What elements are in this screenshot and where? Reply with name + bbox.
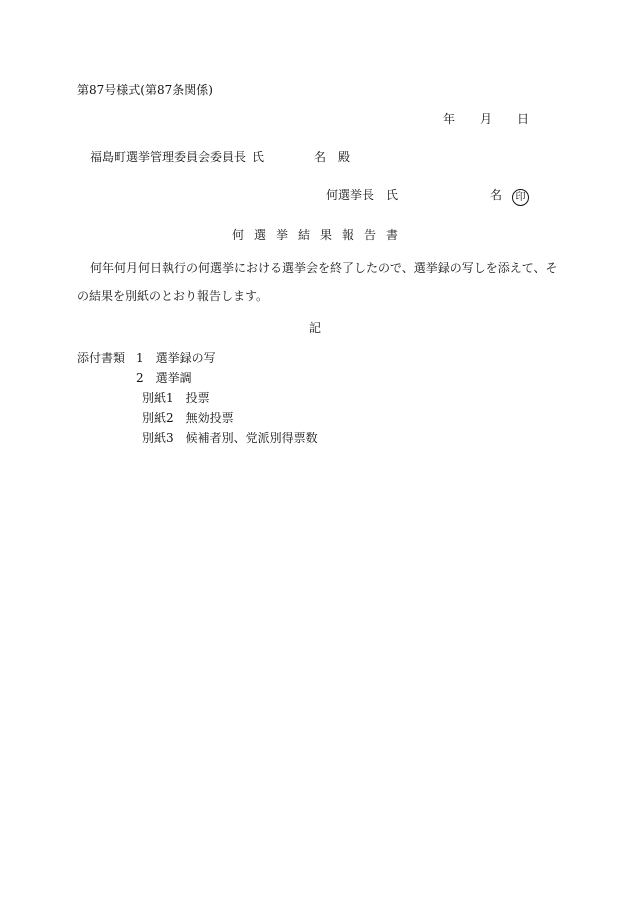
- date-year: 年: [443, 112, 456, 126]
- attachment-subitem-2: 別紙2 無効投票: [142, 411, 234, 425]
- addressee-organization: 福島町選挙管理委員会委員長: [90, 150, 247, 164]
- seal-icon: 印: [512, 189, 529, 206]
- attachment-subitem-1: 別紙1 投票: [142, 391, 210, 405]
- attachment-item-2: 2 選挙調: [136, 371, 192, 385]
- attachment-item-1: 1 選挙録の写: [136, 351, 216, 365]
- date-month: 月: [480, 112, 493, 126]
- ki-heading: 記: [308, 321, 321, 335]
- body-text-line-1: 何年何月何日執行の何選挙における選挙会を終了したので、選挙録の写しを添えて、そ: [90, 261, 558, 275]
- addressee-shi: 氏: [252, 150, 265, 164]
- addressee-mei: 名: [314, 150, 327, 164]
- attachment-subitem-3: 別紙3 候補者別、党派別得票数: [142, 431, 318, 445]
- body-text-line-2: の結果を別紙のとおり報告します。: [77, 289, 269, 303]
- document-title: 何選挙結果報告書: [231, 228, 408, 242]
- date-day: 日: [517, 112, 530, 126]
- form-number: 第87号様式(第87条関係): [77, 83, 213, 97]
- sender-mei: 名: [490, 188, 503, 202]
- attachments-label: 添付書類: [77, 351, 126, 365]
- sender-role: 何選挙長 氏: [326, 188, 399, 202]
- addressee-honorific: 殿: [338, 150, 351, 164]
